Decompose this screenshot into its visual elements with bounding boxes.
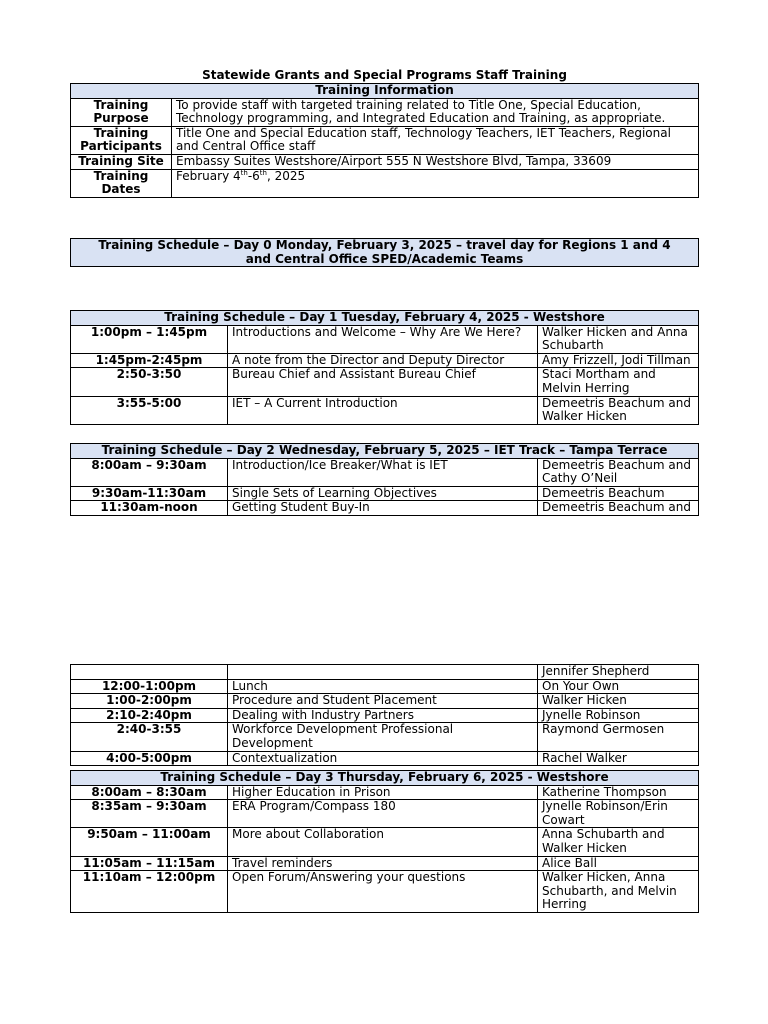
topic-cell: Dealing with Industry Partners: [228, 708, 538, 723]
presenter-cell: Demeetris Beachum: [538, 486, 699, 501]
time-cell: 1:45pm-2:45pm: [71, 353, 228, 368]
document-title: Statewide Grants and Special Programs Staff Training: [202, 68, 567, 82]
topic-cell: Open Forum/Answering your questions: [228, 871, 538, 913]
table-row: [71, 396, 699, 424]
day1-header: Training Schedule – Day 1 Tuesday, February 4, 2025 - Westshore: [71, 311, 699, 326]
table-row: [71, 126, 699, 154]
day2-continued-table: [70, 664, 699, 766]
presenter-cell: Alice Ball: [538, 856, 699, 871]
table-row: [71, 856, 699, 871]
presenter-cell: Jynelle Robinson: [538, 708, 699, 723]
row-value: Embassy Suites Westshore/Airport 555 N Westshore Blvd, Tampa, 33609: [172, 154, 699, 169]
time-cell: 2:40-3:55: [71, 723, 228, 751]
day1-table: [70, 310, 699, 425]
presenter-cell: Staci Mortham and Melvin Herring: [538, 368, 699, 396]
row-label: Training Participants: [71, 126, 172, 154]
training-info-header: Training Information: [71, 84, 699, 99]
topic-cell: Higher Education in Prison: [228, 785, 538, 800]
topic-cell: Bureau Chief and Assistant Bureau Chief: [228, 368, 538, 396]
row-label: Training Dates: [71, 169, 172, 197]
topic-cell: ERA Program/Compass 180: [228, 800, 538, 828]
table-row: [71, 501, 699, 516]
table-row: [71, 723, 699, 751]
day0-table: [70, 238, 699, 267]
time-cell: 8:00am – 8:30am: [71, 785, 228, 800]
presenter-cell: Jynelle Robinson/Erin Cowart: [538, 800, 699, 828]
presenter-cell: Demeetris Beachum and Walker Hicken: [538, 396, 699, 424]
presenter-cell: Anna Schubarth and Walker Hicken: [538, 828, 699, 856]
table-row: [71, 665, 699, 680]
presenter-cell: Walker Hicken, Anna Schubarth, and Melvin Herring: [538, 871, 699, 913]
row-label: Training Site: [71, 154, 172, 169]
time-cell: 11:10am – 12:00pm: [71, 871, 228, 913]
topic-cell: Lunch: [228, 679, 538, 694]
training-dates-value: February 4th-6th, 2025: [172, 169, 699, 197]
table-row: [71, 800, 699, 828]
day2-header: Training Schedule – Day 2 Wednesday, February 5, 2025 – IET Track – Tampa Terrace: [71, 444, 699, 459]
presenter-cell: Walker Hicken and Anna Schubarth: [538, 325, 699, 353]
time-cell: 1:00-2:00pm: [71, 694, 228, 709]
training-info-table: [70, 83, 699, 198]
day2-table: [70, 443, 699, 516]
time-cell: [71, 665, 228, 680]
presenter-cell: Katherine Thompson: [538, 785, 699, 800]
topic-cell: Contextualization: [228, 751, 538, 766]
presenter-cell: Raymond Germosen: [538, 723, 699, 751]
table-row: [71, 98, 699, 126]
presenter-cell: Demeetris Beachum and Cathy O’Neil: [538, 458, 699, 486]
time-cell: 8:35am – 9:30am: [71, 800, 228, 828]
topic-cell: Workforce Development Professional Development: [228, 723, 538, 751]
day0-header: Training Schedule – Day 0 Monday, February 3, 2025 – travel day for Regions 1 and 4 and Central Office SPED/Academic Teams: [71, 239, 699, 267]
table-row: [71, 368, 699, 396]
presenter-cell: Jennifer Shepherd: [538, 665, 699, 680]
time-cell: 11:05am – 11:15am: [71, 856, 228, 871]
table-row: [71, 751, 699, 766]
presenter-cell: Walker Hicken: [538, 694, 699, 709]
topic-cell: [228, 665, 538, 680]
row-label: Training Purpose: [71, 98, 172, 126]
topic-cell: Introduction/Ice Breaker/What is IET: [228, 458, 538, 486]
topic-cell: Procedure and Student Placement: [228, 694, 538, 709]
presenter-cell: Rachel Walker: [538, 751, 699, 766]
day3-header: Training Schedule – Day 3 Thursday, February 6, 2025 - Westshore: [71, 771, 699, 786]
topic-cell: Introductions and Welcome – Why Are We Here?: [228, 325, 538, 353]
topic-cell: IET – A Current Introduction: [228, 396, 538, 424]
topic-cell: A note from the Director and Deputy Director: [228, 353, 538, 368]
topic-cell: More about Collaboration: [228, 828, 538, 856]
table-row: [71, 694, 699, 709]
table-row: [71, 353, 699, 368]
table-row: [71, 828, 699, 856]
time-cell: 1:00pm – 1:45pm: [71, 325, 228, 353]
table-row: [71, 169, 699, 197]
presenter-cell: Amy Frizzell, Jodi Tillman: [538, 353, 699, 368]
time-cell: 4:00-5:00pm: [71, 751, 228, 766]
time-cell: 2:50-3:50: [71, 368, 228, 396]
table-row: [71, 154, 699, 169]
time-cell: 11:30am-noon: [71, 501, 228, 516]
time-cell: 9:50am – 11:00am: [71, 828, 228, 856]
row-value: Title One and Special Education staff, Technology Teachers, IET Teachers, Regional and Central Office staff: [172, 126, 699, 154]
day3-table: [70, 770, 699, 913]
time-cell: 2:10-2:40pm: [71, 708, 228, 723]
time-cell: 9:30am-11:30am: [71, 486, 228, 501]
table-row: [71, 486, 699, 501]
table-row: [71, 871, 699, 913]
table-row: [71, 708, 699, 723]
row-value: To provide staff with targeted training related to Title One, Special Education, Technology programming, and Integrated Education and Training, as appropriate.: [172, 98, 699, 126]
presenter-cell: Demeetris Beachum and: [538, 501, 699, 516]
time-cell: 12:00-1:00pm: [71, 679, 228, 694]
presenter-cell: On Your Own: [538, 679, 699, 694]
table-row: [71, 458, 699, 486]
table-row: [71, 679, 699, 694]
time-cell: 8:00am – 9:30am: [71, 458, 228, 486]
table-row: [71, 325, 699, 353]
topic-cell: Single Sets of Learning Objectives: [228, 486, 538, 501]
topic-cell: Travel reminders: [228, 856, 538, 871]
time-cell: 3:55-5:00: [71, 396, 228, 424]
table-row: [71, 785, 699, 800]
topic-cell: Getting Student Buy-In: [228, 501, 538, 516]
